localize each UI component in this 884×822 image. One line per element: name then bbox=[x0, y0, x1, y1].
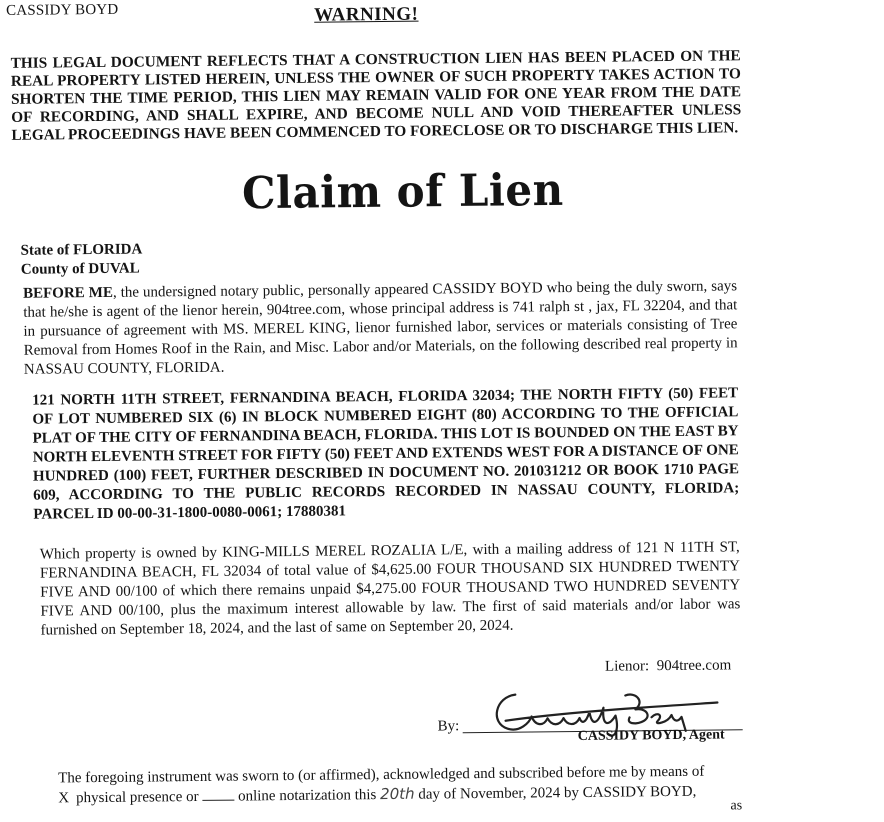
venue-state: State of FLORIDA bbox=[20, 241, 143, 259]
document-title: Claim of Lien bbox=[241, 163, 564, 219]
notary-trailing: as bbox=[730, 798, 743, 814]
handwritten-day: 20th bbox=[380, 784, 415, 804]
legal-description: 121 NORTH 11TH STREET, FERNANDINA BEACH, FLORIDA 32034; THE NORTH FIFTY (50) FEET OF LOT NUMBERED SIX (6) IN BLOCK NUMBERED EIGHT (80) ACCORDING TO THE OFFICIAL PLAT OF THE CITY OF FERNANDINA BEACH, FLORIDA. THIS LOT IS BOUNDED ON THE EAST BY NORTH ELEVENTH STREET FOR FIFTY (50) FEET AND EXTENDS WEST FOR A DISTANCE OF ONE HUNDRED (100) FEET, FURTHER DESCRIBED IN DOCUMENT NO. 201031212 OR BOOK 1710 PAGE 609, ACCORDING TO THE PUBLIC RECORDS RECORDED IN NASSAU COUNTY, FLORIDA; PARCEL ID 00-00-31-1800-0080-0061; 17880381 bbox=[32, 385, 740, 523]
venue-block bbox=[21, 241, 143, 280]
affidavit-lead: BEFORE ME bbox=[22, 284, 114, 302]
notary-text-4: day of November, 2024 by CASSIDY BOYD, bbox=[418, 783, 697, 803]
venue-county: County of DUVAL bbox=[20, 260, 140, 278]
blank-line bbox=[202, 788, 234, 801]
notary-acknowledgment bbox=[58, 762, 748, 808]
notary-text-2: physical presence or bbox=[76, 788, 199, 807]
by-label: By: bbox=[437, 718, 460, 735]
warning-title: WARNING! bbox=[314, 3, 419, 26]
notary-text-3: online notarization this bbox=[237, 787, 377, 805]
affidavit-text: , the undersigned notary public, personally appeared CASSIDY BOYD who being the duly sworn, says that he/she is agent of the lienor herein, 904tree.com, whose principal address is 741 ralph st , jax, FL 32204, and that in pursuance of agreement with MS. MEREL KING, lienor furnished labor, services or materials consisting of Tree Removal from Homes Roof in the Rain, and Misc. Labor and/or Materials, on the following described real property in NASSAU COUNTY, FLORIDA. bbox=[23, 278, 738, 378]
ownership-paragraph: Which property is owned by KING-MILLS MEREL ROZALIA L/E, with a mailing address of 121 N 11TH ST, FERNANDINA BEACH, FL 32034 of total value of $4,625.00 FOUR THOUSAND SIX HUNDRED TWENTY FIVE AND 00/100 of which there remains unpaid $4,275.00 FOUR THOUSAND TWO HUNDRED SEVENTY FIVE AND 00/100, plus the maximum interest allowable by law. The first of said materials and/or labor was furnished on September 18, 2024, and the last of same on September 20, 2024. bbox=[39, 539, 741, 639]
header-name: CASSIDY BOYD bbox=[6, 1, 119, 19]
lienor-line bbox=[605, 657, 731, 675]
lienor-label: Lienor: bbox=[604, 658, 650, 675]
warning-notice: THIS LEGAL DOCUMENT REFLECTS THAT A CONSTRUCTION LIEN HAS BEEN PLACED ON THE REAL PROPERTY LISTED HEREIN, UNLESS THE OWNER OF SUCH PROPERTY TAKES ACTION TO SHORTEN THE TIME PERIOD, THIS LIEN MAY REMAIN VALID FOR ONE YEAR FROM THE DATE OF RECORDING, AND SHALL EXPIRE, AND BECOME NULL AND VOID THEREAFTER UNLESS LEGAL PROCEEDINGS HAVE BEEN COMMENCED TO FORECLOSE OR TO DISCHARGE THIS LIEN. bbox=[10, 47, 742, 144]
affidavit-paragraph bbox=[23, 277, 738, 379]
signer-name: CASSIDY BOYD, Agent bbox=[577, 727, 725, 744]
notary-text-1: The foregoing instrument was sworn to (or affirmed), acknowledged and subscribed before me by means of bbox=[58, 763, 705, 787]
checkbox-mark-icon: X bbox=[58, 790, 70, 807]
lienor-value: 904tree.com bbox=[656, 657, 732, 675]
